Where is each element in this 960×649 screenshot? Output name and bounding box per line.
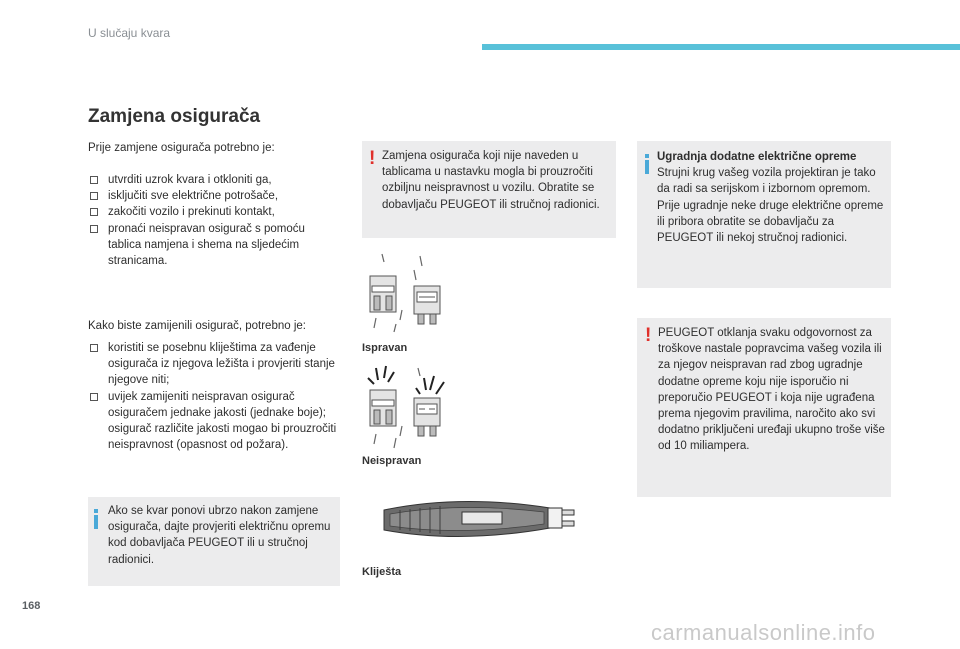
list-item: utvrditi uzrok kvara i otkloniti ga, xyxy=(88,172,338,188)
header-accent-bar xyxy=(482,44,960,50)
info-box-body: Strujni krug vašeg vozila projektiran je tako da radi sa serijskom i izbornom opremom. xyxy=(657,167,876,196)
list-item: zakočiti vozilo i prekinuti kontakt, xyxy=(88,204,338,220)
steps-replace-list xyxy=(88,340,338,453)
intro2-text: Kako biste zamijenili osigurač, potrebno je: xyxy=(88,320,306,332)
warning-box-unlisted-fuse xyxy=(362,141,616,238)
list-item: koristiti se posebnu kliještima za vađenje osigurača iz njegova ležišta i provjeriti stanje njegove niti; xyxy=(88,340,338,389)
warning-box-liability xyxy=(637,318,891,497)
intro-text: Prije zamjene osigurača potrebno je: xyxy=(88,142,275,154)
steps-before-list xyxy=(88,172,338,269)
info-box-extra-equipment xyxy=(637,141,891,288)
caption-good-fuse: Ispravan xyxy=(362,342,408,354)
warning-box-text: Zamjena osigurača koji nije naveden u tablicama u nastavku mogla bi prouzročiti ozbiljnu neispravnost u vozilu. Obratite se dobavljaču PEUGEOT ili stručnoj radionici. xyxy=(382,150,600,211)
blown-fuse-illustration xyxy=(362,364,462,448)
info-box-heading: Ugradnja dodatne električne opreme xyxy=(657,151,857,163)
list-item: isključiti sve električne potrošače, xyxy=(88,188,338,204)
info-box-body2: Prije ugradnje neke druge električne opreme ili pribora obratite se dobavljaču za PEUGEOT ili nekoj stručnoj radionici. xyxy=(657,199,884,245)
page-number: 168 xyxy=(22,600,41,612)
info-box-recurring-fault xyxy=(88,497,340,586)
fuse-pliers-illustration xyxy=(380,488,580,550)
page-title: Zamjena osigurača xyxy=(88,106,261,127)
watermark: carmanualsonline.info xyxy=(651,620,876,645)
warning-icon: ! xyxy=(645,325,652,346)
info-box-text: Ako se kvar ponovi ubrzo nakon zamjene osigurača, dajte provjeriti električnu opremu kod dobavljača PEUGEOT ili u stručnoj radionici. xyxy=(108,505,331,566)
warning-icon: ! xyxy=(369,148,376,169)
section-title: U slučaju kvara xyxy=(88,26,171,40)
info-box-content xyxy=(657,149,889,246)
good-fuse-illustration xyxy=(362,252,462,332)
caption-blown-fuse: Neispravan xyxy=(362,455,422,467)
caption-pliers: Kliješta xyxy=(362,566,402,578)
list-item: uvijek zamijeniti neispravan osigurač osiguračem jednake jakosti (jednake boje); osigurač različite jakosti mogao bi prouzročiti neispravnost (opasnost od požara). xyxy=(88,389,338,454)
warning-box-text: PEUGEOT otklanja svaku odgovornost za troškove nastale popravcima vašeg vozila ili za njegov neispravan rad zbog ugradnje dodatne opreme koju nije isporučio ni preporučio PEUGEOT i koja nije ugrađena prema njegovim pravilima, naročito ako svi dodatno priključeni uređaji ukupno troše više od 10 miliampera. xyxy=(658,327,885,453)
list-item: pronaći neispravan osigurač s pomoću tablica namjena i shema na sljedećim stranicama. xyxy=(88,221,338,270)
